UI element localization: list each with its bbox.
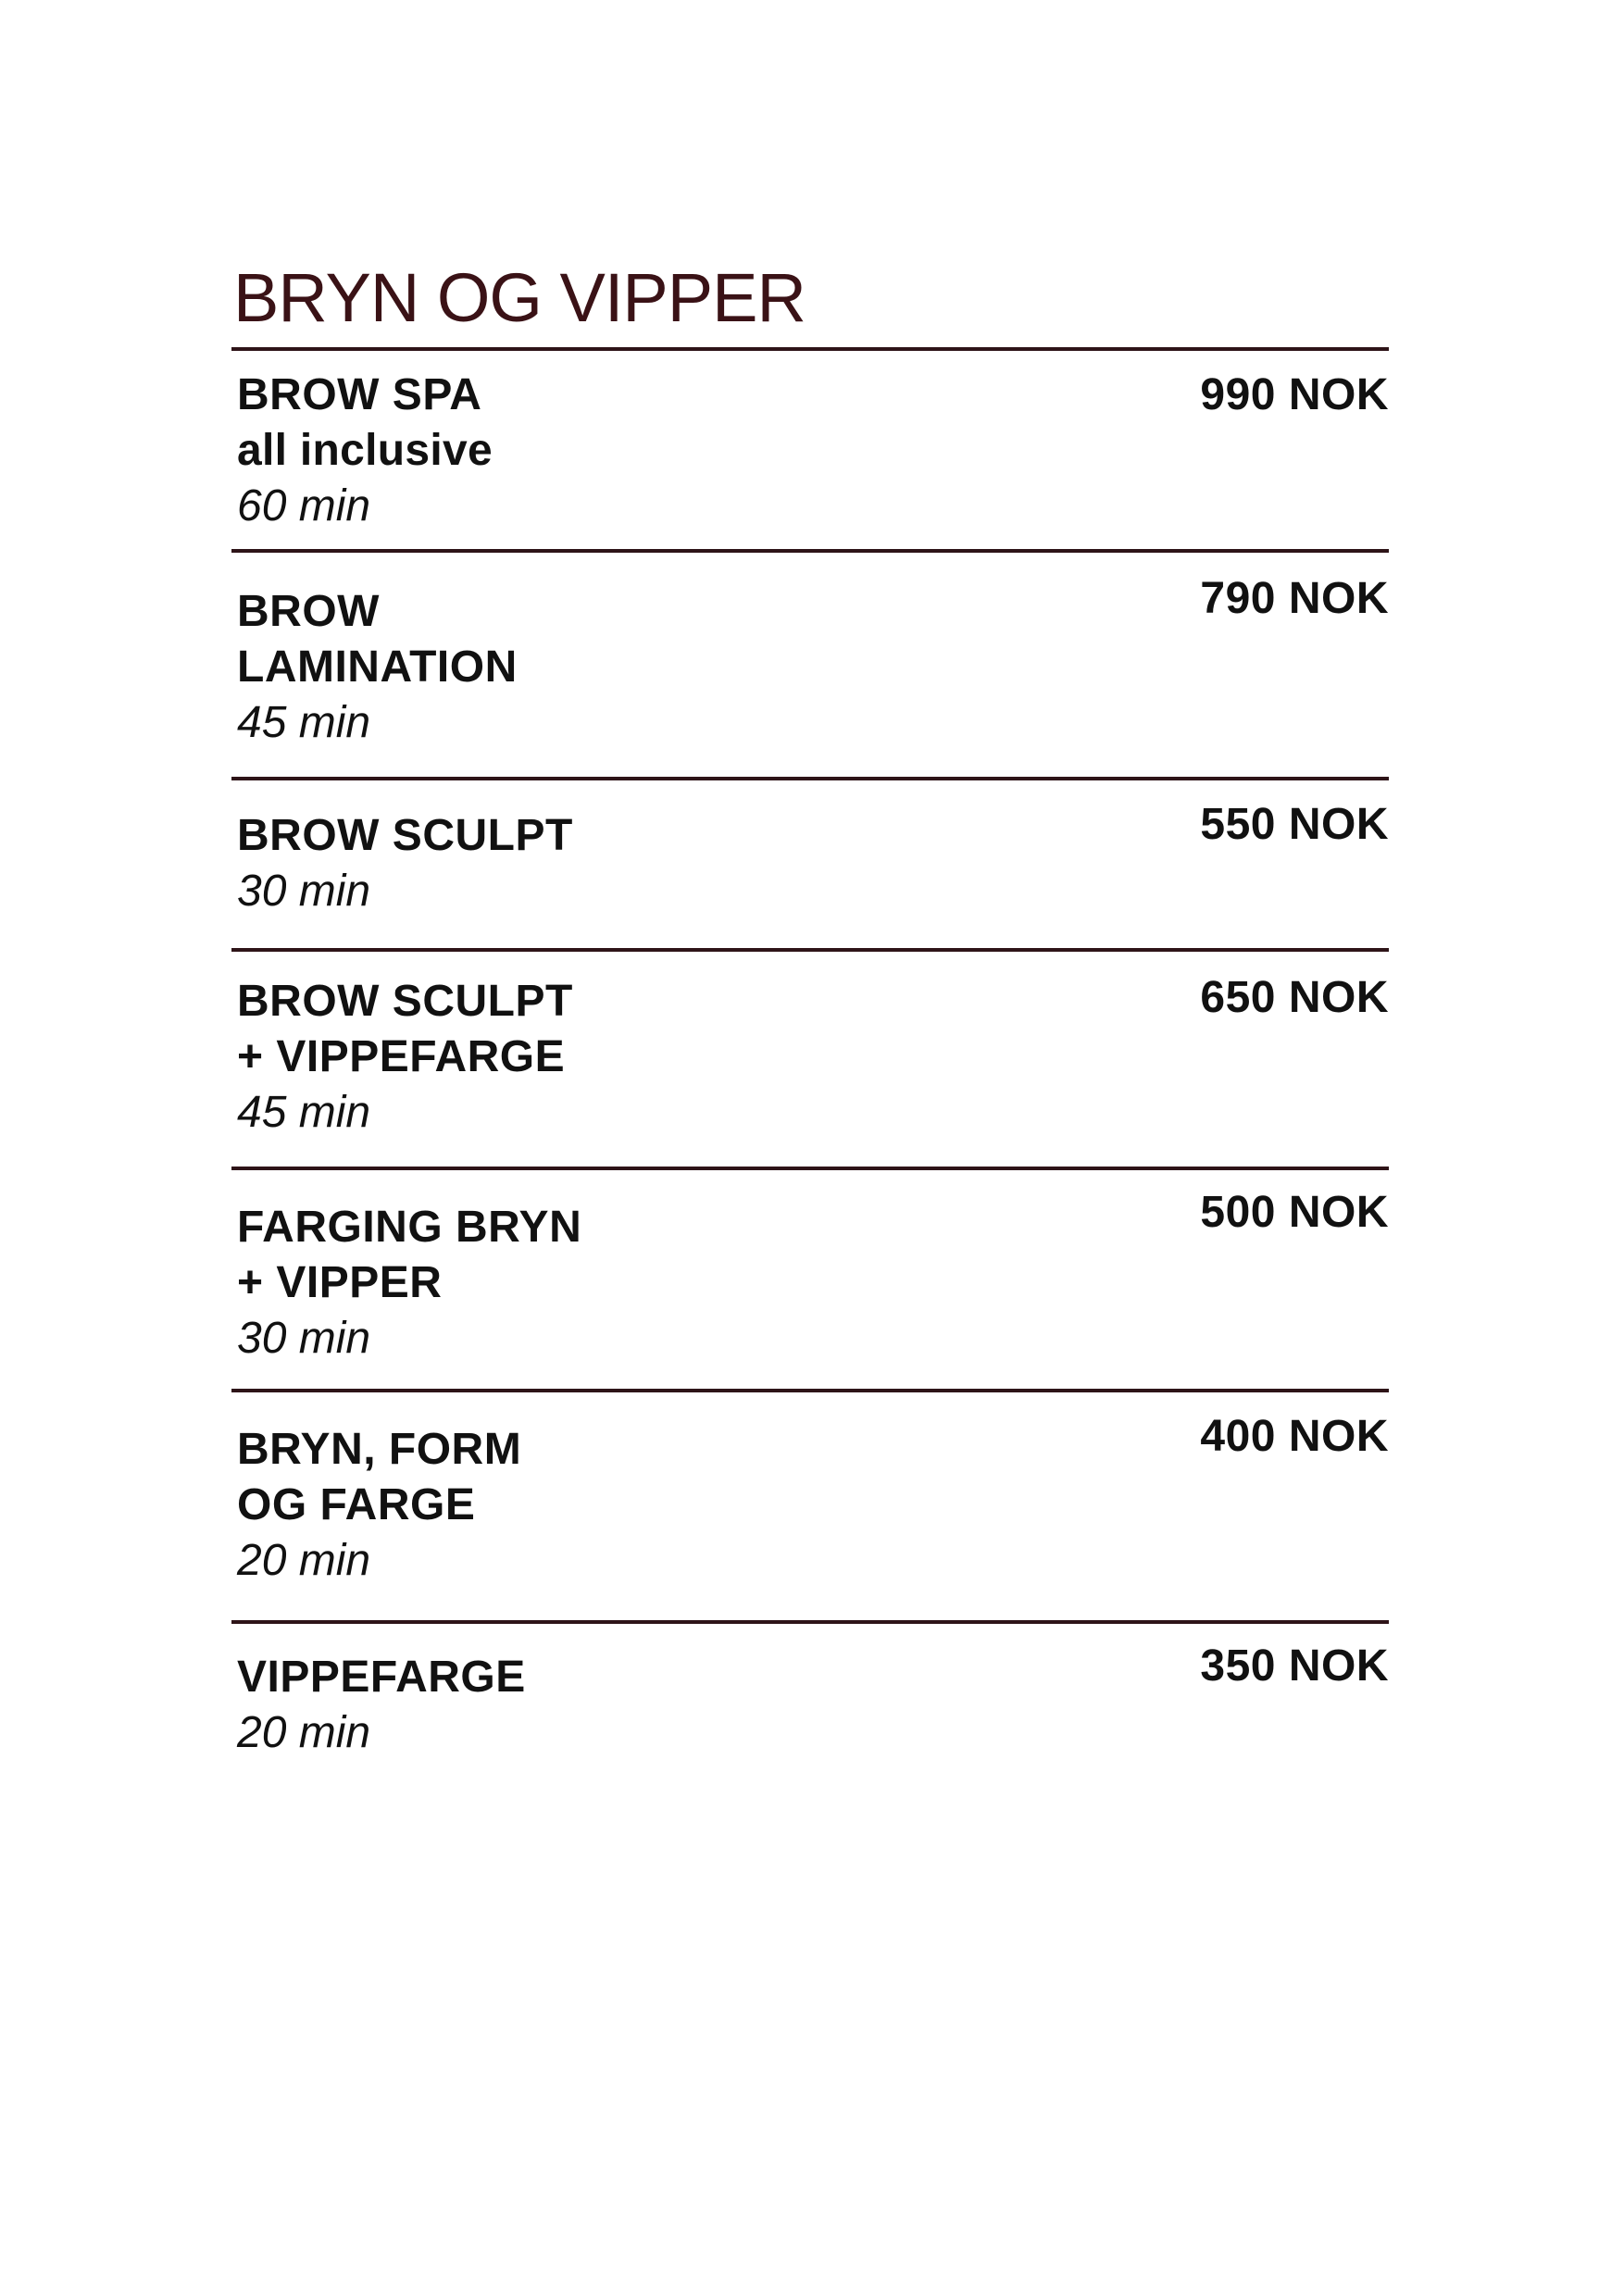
item-name: VIPPEFARGE bbox=[237, 1653, 526, 1702]
item-duration: 20 min bbox=[237, 1708, 371, 1757]
menu-item bbox=[231, 1170, 1389, 1389]
item-price: 990 NOK bbox=[1200, 370, 1389, 419]
menu-item bbox=[231, 351, 1389, 549]
item-price: 790 NOK bbox=[1200, 574, 1389, 623]
item-name: BROW LAMINATION bbox=[237, 587, 518, 692]
item-duration: 60 min bbox=[237, 481, 371, 530]
item-duration: 30 min bbox=[237, 867, 371, 916]
menu-item bbox=[231, 952, 1389, 1167]
item-price: 400 NOK bbox=[1200, 1412, 1389, 1461]
item-price: 350 NOK bbox=[1200, 1641, 1389, 1691]
item-name: BROW SPA bbox=[237, 370, 482, 419]
item-duration: 45 min bbox=[237, 698, 371, 747]
item-price: 550 NOK bbox=[1200, 800, 1389, 849]
menu-item bbox=[231, 780, 1389, 948]
item-duration: 20 min bbox=[237, 1536, 371, 1585]
item-name: BROW SCULPT bbox=[237, 811, 573, 860]
price-list bbox=[231, 259, 1389, 1772]
item-price: 500 NOK bbox=[1200, 1188, 1389, 1237]
item-subtitle: all inclusive bbox=[237, 426, 493, 475]
item-duration: 45 min bbox=[237, 1088, 371, 1137]
menu-item bbox=[231, 553, 1389, 777]
section-title: BRYN OG VIPPER bbox=[233, 259, 806, 336]
menu-item bbox=[231, 1392, 1389, 1620]
item-price: 650 NOK bbox=[1200, 973, 1389, 1022]
item-name: BROW SCULPT + VIPPEFARGE bbox=[237, 977, 573, 1081]
item-duration: 30 min bbox=[237, 1314, 371, 1363]
menu-item bbox=[231, 1624, 1389, 1772]
item-name: FARGING BRYN + VIPPER bbox=[237, 1203, 582, 1307]
item-name: BRYN, FORM OG FARGE bbox=[237, 1425, 522, 1529]
